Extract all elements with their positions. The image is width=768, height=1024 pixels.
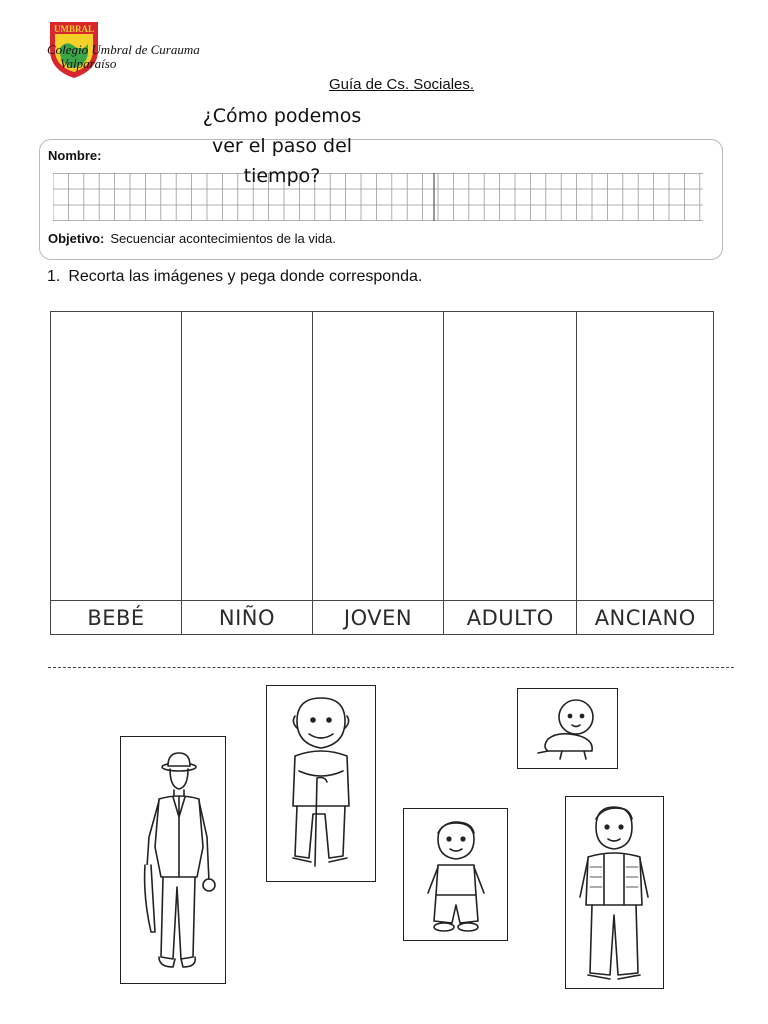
stage-label-adulto: ADULTO (444, 601, 577, 635)
objective-label: Objetivo: (48, 231, 105, 246)
name-writing-grid[interactable] (53, 173, 703, 221)
elderly-man-illustration (267, 686, 375, 881)
child-illustration (404, 809, 507, 940)
objective-text: Secuenciar acontecimientos de la vida. (110, 231, 336, 246)
guide-title: Guía de Cs. Sociales. (329, 76, 475, 93)
page-question: ¿Cómo podemos ver el paso del tiempo? (202, 105, 362, 187)
paste-area-joven[interactable] (312, 312, 443, 601)
young-man-illustration (566, 797, 663, 988)
svg-text:UMBRAL: UMBRAL (54, 24, 94, 34)
paste-area-nino[interactable] (181, 312, 312, 601)
objective (48, 231, 336, 246)
school-name (47, 43, 200, 71)
stage-label-nino: NIÑO (181, 601, 312, 635)
cut-line (48, 667, 734, 668)
stage-label-joven: JOVEN (312, 601, 443, 635)
stage-label-bebe: BEBÉ (51, 601, 182, 635)
school-name-line1: Colegio Umbral de Curauma (47, 42, 200, 57)
crawling-baby-illustration (518, 689, 617, 768)
cutout-young-card[interactable] (565, 796, 664, 989)
instruction (47, 268, 422, 286)
paste-area-adulto[interactable] (444, 312, 577, 601)
paste-area-anciano[interactable] (577, 312, 714, 601)
name-label: Nombre: (48, 148, 102, 163)
cutout-baby-card[interactable] (517, 688, 618, 769)
cutout-adult-card[interactable] (120, 736, 226, 984)
school-name-line2: Valparaíso (60, 56, 117, 71)
instruction-number: 1. (47, 268, 61, 285)
cutout-child-card[interactable] (403, 808, 508, 941)
paste-area-bebe[interactable] (51, 312, 182, 601)
instruction-text: Recorta las imágenes y pega donde corresponda. (68, 268, 423, 285)
life-stages-table (50, 311, 714, 635)
stage-label-anciano: ANCIANO (577, 601, 714, 635)
cutout-elderly-card[interactable] (266, 685, 376, 882)
adult-man-illustration (121, 737, 225, 983)
